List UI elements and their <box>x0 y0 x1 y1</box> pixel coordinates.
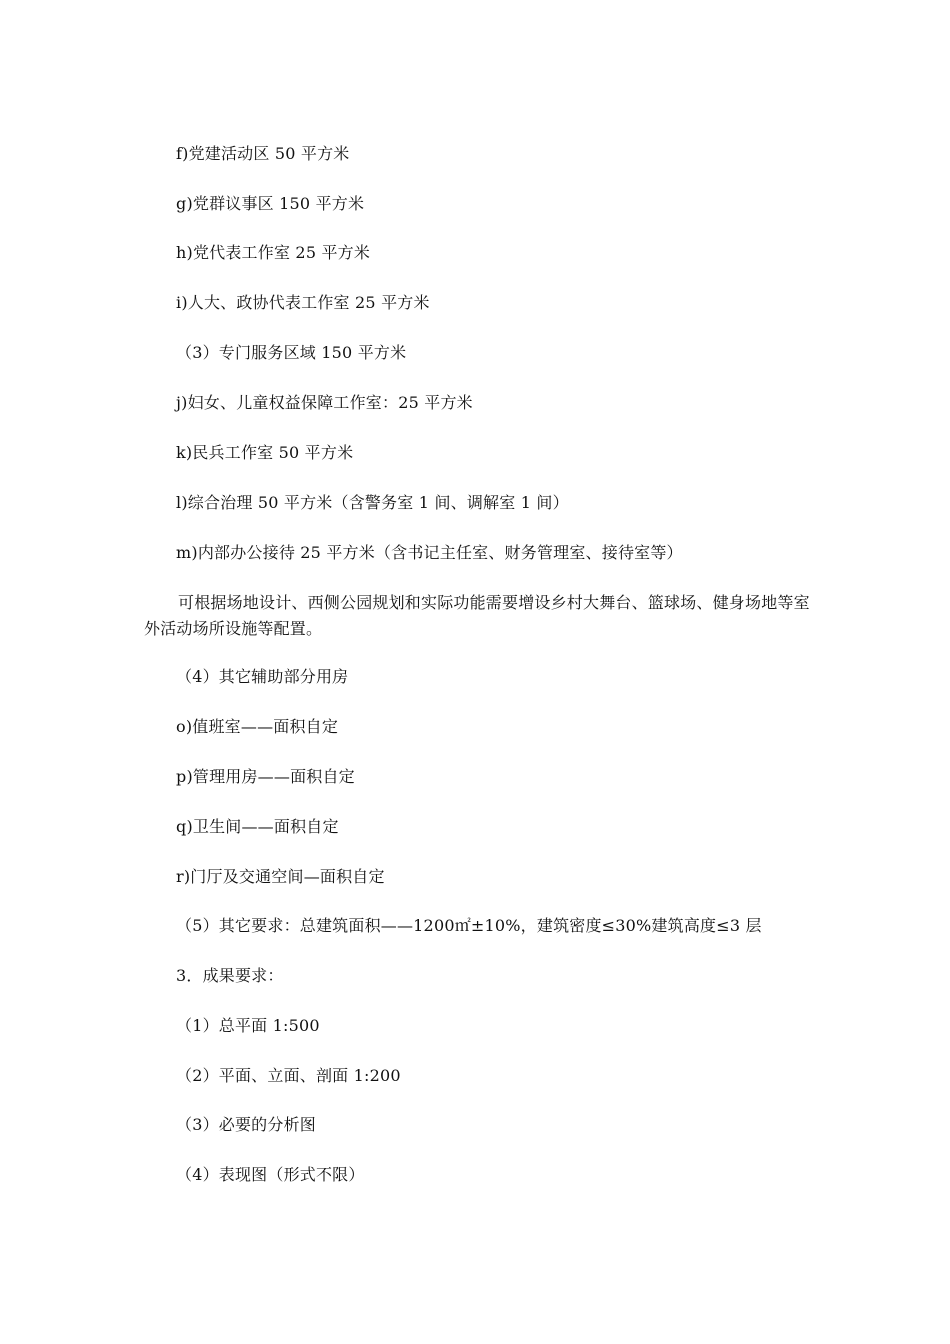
line-npc-cppcc-office: i)人大、政协代表工作室 25 平方米 <box>176 293 430 312</box>
line-lobby-circulation: r)门厅及交通空间—面积自定 <box>176 867 385 886</box>
line-party-representative-office: h)党代表工作室 25 平方米 <box>176 243 371 262</box>
line-site-plan: （1）总平面 1:500 <box>176 1016 320 1035</box>
line-duty-room: o)值班室——面积自定 <box>176 717 339 736</box>
line-analysis-diagrams: （3）必要的分析图 <box>176 1115 316 1134</box>
line-militia-office: k)民兵工作室 50 平方米 <box>176 443 354 462</box>
line-internal-office-reception: m)内部办公接待 25 平方米（含书记主任室、财务管理室、接待室等） <box>176 543 683 562</box>
line-party-activity-area: f)党建活动区 50 平方米 <box>176 144 350 163</box>
line-women-children-office: j)妇女、儿童权益保障工作室：25 平方米 <box>176 393 473 412</box>
line-special-service-area: （3）专门服务区域 150 平方米 <box>176 343 407 362</box>
paragraph-outdoor-facilities: 可根据场地设计、西侧公园规划和实际功能需要增设乡村大舞台、篮球场、健身场地等室外活动场所设施等配置。 <box>144 593 810 638</box>
line-renderings: （4）表现图（形式不限） <box>176 1165 365 1184</box>
line-auxiliary-rooms: （4）其它辅助部分用房 <box>176 667 349 686</box>
section-heading-deliverables: 3．成果要求： <box>176 966 284 985</box>
line-plans-elevations-sections: （2）平面、立面、剖面 1:200 <box>176 1066 401 1085</box>
line-restroom: q)卫生间——面积自定 <box>176 817 339 836</box>
line-party-deliberation-area: g)党群议事区 150 平方米 <box>176 194 365 213</box>
line-comprehensive-governance: l)综合治理 50 平方米（含警务室 1 间、调解室 1 间） <box>176 493 569 512</box>
line-other-requirements: （5）其它要求：总建筑面积——1200㎡±10%，建筑密度≤30%建筑高度≤3 层 <box>176 916 762 935</box>
line-management-room: p)管理用房——面积自定 <box>176 767 355 786</box>
